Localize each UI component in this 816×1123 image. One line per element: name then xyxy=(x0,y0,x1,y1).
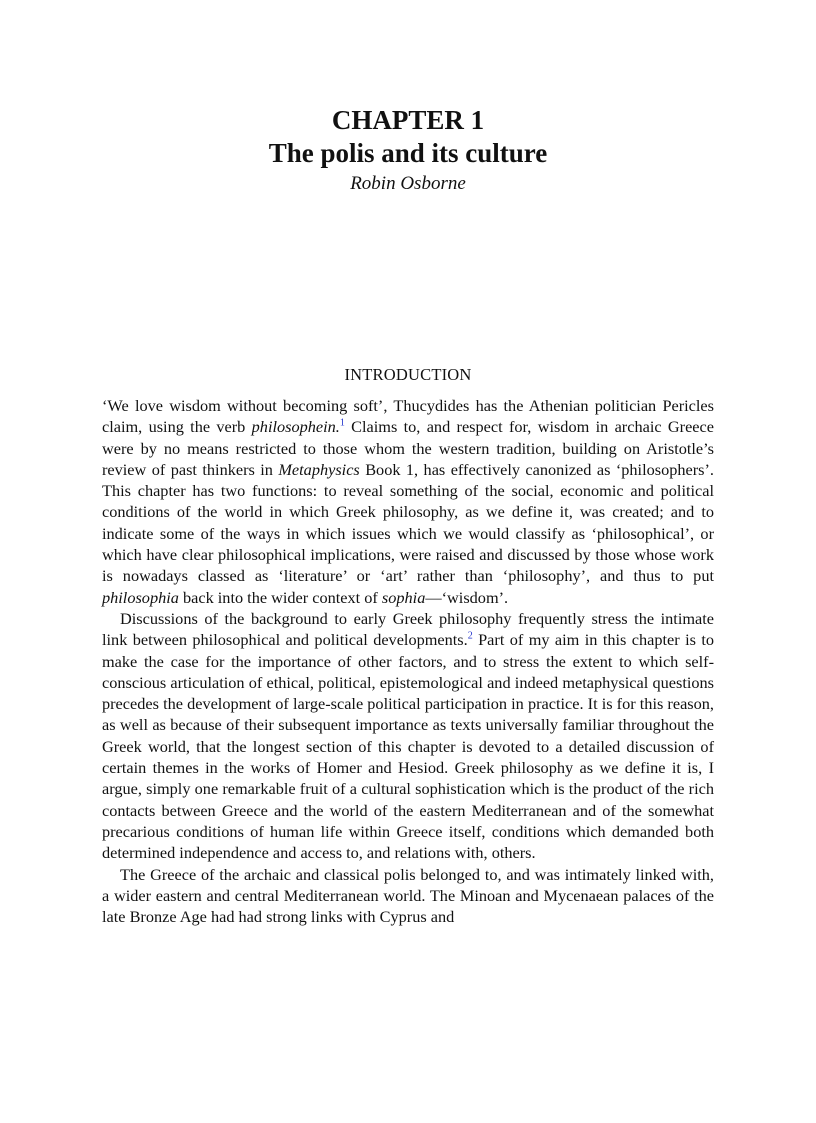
italic-term: sophia xyxy=(381,587,426,607)
text-run: ‘We love wisdom without becoming soft’, Thucydides has the Athenian politician Pericles claim, using the verb xyxy=(102,396,714,437)
chapter-label: CHAPTER 1 xyxy=(331,105,485,135)
italic-title: Metaphysics xyxy=(278,459,360,479)
paragraph-3 xyxy=(102,864,714,928)
text-run: Book 1, has effectively canonized as ‘philosophers’. This chapter has two functions: to reveal something of the social, economic and political conditions of the world in which Greek philosophy, as we define it, was created; and to indicate some of the ways in which issues which we would classify as ‘philosophical’, or which have clear philosophical implications, were raised and discussed by those whose work is nowadays classed as ‘literature’ or ‘art’ rather than ‘philosophy’, and thus to put xyxy=(102,459,714,586)
paragraph-1 xyxy=(102,395,714,608)
text-run: —‘wisdom’. xyxy=(425,587,509,607)
chapter-title: The polis and its culture xyxy=(268,138,548,168)
text-run: Part of my aim in this chapter is to make the case for the importance of other factors, and to stress the extent to which self-conscious articulation of ethical, political, epistemological and indeed metaphysical questions precedes the development of large-scale political participation in practice. It is for this reason, as well as because of their subsequent importance as texts universally familiar throughout the Greek world, that the longest section of this chapter is devoted to a detailed discussion of certain themes in the works of Homer and Hesiod. Greek philosophy as we define it is, I argue, simply one remarkable fruit of a cultural sophistication which is the product of the rich contacts between Greece and the world of the eastern Mediterranean and of the somewhat precarious conditions of human life within Greece itself, conditions which demanded both determined independence and access to, and relations with, others. xyxy=(102,630,714,863)
paragraph-2 xyxy=(102,608,714,864)
footnote-ref-1[interactable]: 1 xyxy=(339,417,345,429)
text-run: Discussions of the background to early Greek philosophy frequently stress the intimate link between philosophical and political developments. xyxy=(102,608,714,650)
italic-term: philosophein. xyxy=(251,417,340,437)
section-heading: INTRODUCTION xyxy=(344,365,472,384)
italic-term: philosophia xyxy=(102,587,179,607)
text-run: The Greece of the archaic and classical polis belonged to, and was intimately linked with, a wider eastern and central Mediterranean world. The Minoan and Mycenaean palaces of the late Bronze Age had had strong links with Cyprus and xyxy=(102,864,714,927)
text-run: back into the wider context of xyxy=(178,587,382,607)
body-text xyxy=(102,395,714,927)
footnote-ref-2[interactable]: 2 xyxy=(467,630,473,642)
author-name: Robin Osborne xyxy=(350,173,466,194)
text-run: Claims to, and respect for, wisdom in archaic Greece were by no means restricted to those whom the western tradition, building on Aristotle’s review of past thinkers in xyxy=(102,417,714,479)
